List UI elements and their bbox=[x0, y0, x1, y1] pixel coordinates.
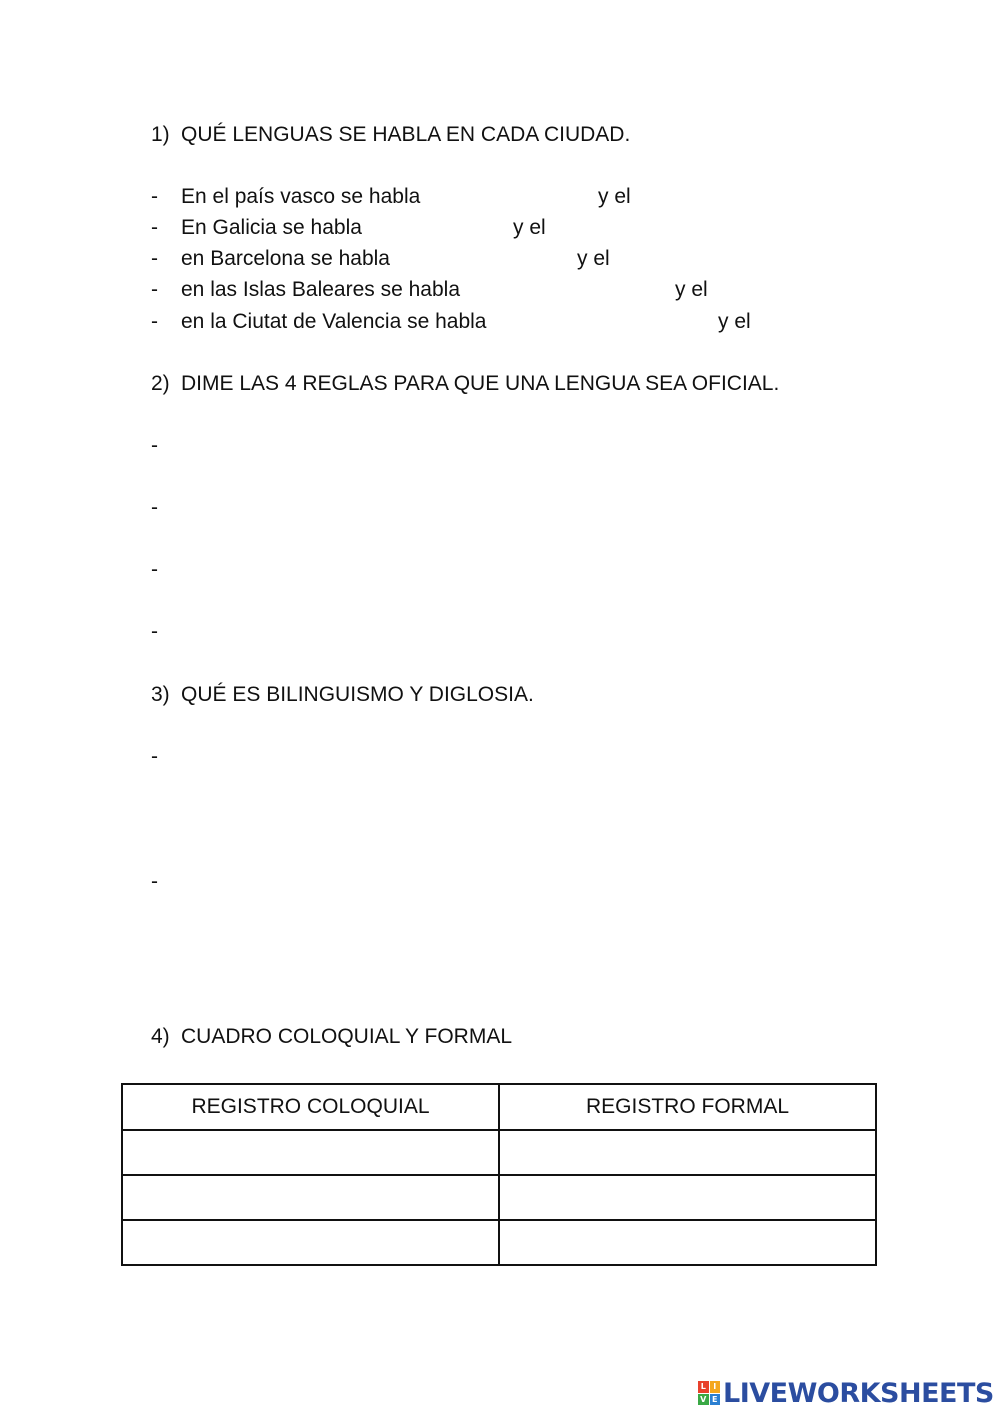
question-4-number: 4) bbox=[151, 1025, 170, 1048]
q2-answer-line-1: - bbox=[151, 434, 158, 457]
q1-item-conjunction: y el bbox=[718, 310, 751, 333]
question-3-title: QUÉ ES BILINGUISMO Y DIGLOSIA. bbox=[181, 683, 534, 706]
question-4-heading bbox=[151, 1025, 512, 1049]
q1-item-barcelona bbox=[151, 247, 911, 271]
answer-cell-formal[interactable] bbox=[499, 1220, 876, 1265]
question-1-heading bbox=[151, 123, 630, 147]
logo-mark-letter: I bbox=[710, 1381, 721, 1393]
q1-item-conjunction: y el bbox=[675, 278, 708, 301]
question-4-title: CUADRO COLOQUIAL Y FORMAL bbox=[181, 1025, 513, 1048]
q2-answer-line-2: - bbox=[151, 496, 158, 519]
q1-item-text: En el país vasco se habla bbox=[181, 185, 421, 208]
q1-item-baleares bbox=[151, 278, 911, 302]
q1-item-conjunction: y el bbox=[513, 216, 546, 239]
q2-answer-line-4: - bbox=[151, 620, 158, 643]
q1-item-conjunction: y el bbox=[598, 185, 631, 208]
table-row bbox=[122, 1220, 876, 1265]
q1-item-text: En Galicia se habla bbox=[181, 216, 362, 239]
question-3-heading bbox=[151, 683, 534, 707]
q1-item-basque bbox=[151, 185, 911, 209]
list-dash: - bbox=[151, 278, 158, 301]
question-2-heading bbox=[151, 372, 779, 396]
answer-cell-formal[interactable] bbox=[499, 1130, 876, 1175]
logo-mark-letter: L bbox=[698, 1381, 709, 1393]
list-dash: - bbox=[151, 216, 158, 239]
q1-item-valencia bbox=[151, 310, 911, 334]
q1-item-text: en las Islas Baleares se habla bbox=[181, 278, 460, 301]
question-1-title: QUÉ LENGUAS SE HABLA EN CADA CIUDAD. bbox=[181, 123, 631, 146]
answer-cell-coloquial[interactable] bbox=[122, 1220, 499, 1265]
table-row bbox=[122, 1175, 876, 1220]
q1-item-text: en Barcelona se habla bbox=[181, 247, 390, 270]
table-row bbox=[122, 1130, 876, 1175]
q1-item-galicia bbox=[151, 216, 911, 240]
logo-mark-letter: E bbox=[710, 1394, 721, 1406]
table-header-row bbox=[122, 1084, 876, 1130]
question-1-number: 1) bbox=[151, 123, 170, 146]
register-table bbox=[121, 1083, 877, 1266]
list-dash: - bbox=[151, 310, 158, 333]
header-formal: REGISTRO FORMAL bbox=[499, 1084, 876, 1130]
q1-item-text: en la Ciutat de Valencia se habla bbox=[181, 310, 487, 333]
q1-item-conjunction: y el bbox=[577, 247, 610, 270]
answer-cell-coloquial[interactable] bbox=[122, 1130, 499, 1175]
question-2-title: DIME LAS 4 REGLAS PARA QUE UNA LENGUA SEA OFICIAL. bbox=[181, 372, 780, 395]
list-dash: - bbox=[151, 185, 158, 208]
logo-text: LIVEWORKSHEETS bbox=[723, 1377, 994, 1409]
question-2-number: 2) bbox=[151, 372, 170, 395]
header-coloquial: REGISTRO COLOQUIAL bbox=[122, 1084, 499, 1130]
liveworksheets-logo bbox=[698, 1378, 994, 1408]
question-3-number: 3) bbox=[151, 683, 170, 706]
answer-cell-coloquial[interactable] bbox=[122, 1175, 499, 1220]
q3-answer-line-2: - bbox=[151, 870, 158, 893]
q3-answer-line-1: - bbox=[151, 745, 158, 768]
answer-cell-formal[interactable] bbox=[499, 1175, 876, 1220]
logo-mark-icon bbox=[698, 1381, 720, 1405]
logo-mark-letter: V bbox=[698, 1394, 709, 1406]
list-dash: - bbox=[151, 247, 158, 270]
q2-answer-line-3: - bbox=[151, 558, 158, 581]
